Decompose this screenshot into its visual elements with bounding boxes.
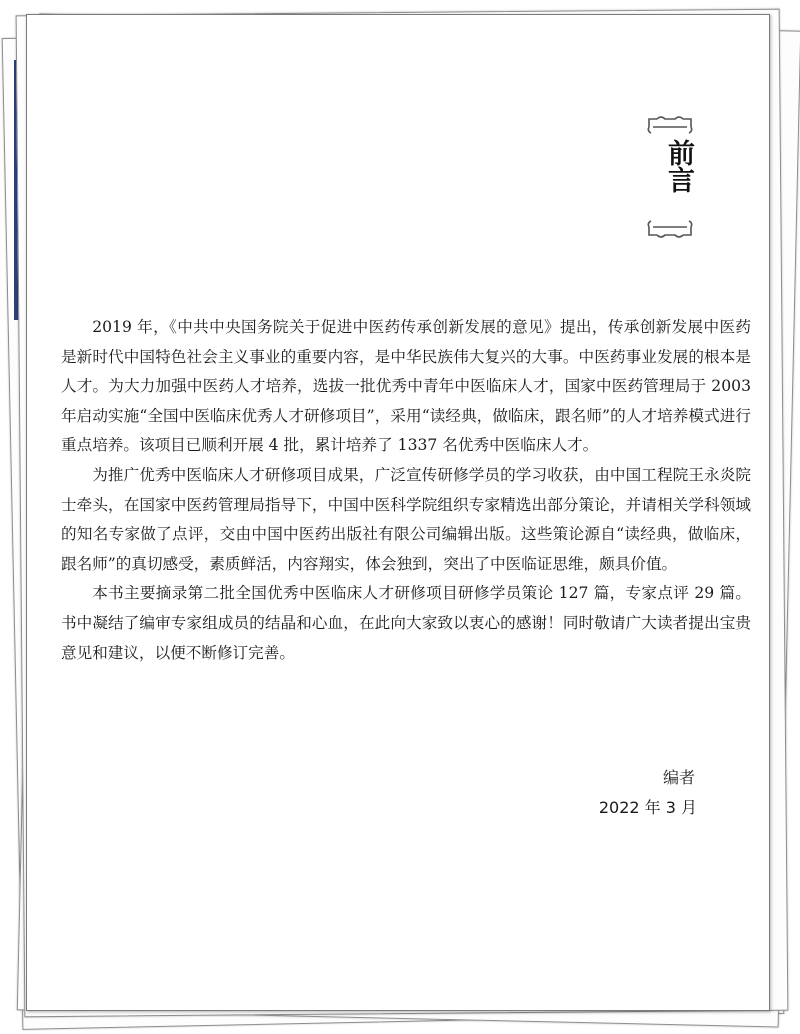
signature-block [507, 763, 727, 823]
signature-date: 2022 年 3 月 [598, 798, 697, 817]
page-title: 前言 [663, 139, 694, 193]
document-page [26, 14, 770, 1011]
signature-editor: 编者 [662, 768, 695, 787]
paragraph: 2019 年，《中共中央国务院关于促进中医药传承创新发展的意见》提出，传承创新发展中医药是新时代中国特色社会主义事业的重要内容，是中华民族伟大复兴的大事。中医药事业发展的根本是人才。为大力加强中医药人才培养，选拔一批优秀中青年中医临床人才，国家中医药管理局于 2003 年启动实施“全国中医临床优秀人才研修项目”，采用“读经典，做临床，跟名师”的人才培养模式进行重点培养。该项目已顺利开展 4 批，累计培养了 1337 名优秀中医临床人才。 [61, 318, 751, 455]
paragraph: 本书主要摘录第二批全国优秀中医临床人才研修项目研修学员策论 127 篇，专家点评 29 篇。书中凝结了编审专家组成员的结晶和心血，在此向大家致以衷心的感谢！同时敬请广大读者提出宝贵意见和建议，以便不断修订完善。 [61, 584, 751, 662]
paragraph: 为推广优秀中医临床人才研修项目成果，广泛宣传研修学员的学习收获，由中国工程院王永炎院士牵头，在国家中医药管理局指导下，中国中医科学院组织专家精选出部分策论，并请相关学科领域的知名专家做了点评，交由中国中医药出版社有限公司编辑出版。这些策论源自“读经典，做临床，跟名师”的真切感受，素质鲜活，内容翔实，体会独到，突出了中医临证思维，颇具价值。 [61, 465, 751, 573]
preface-body [61, 313, 751, 668]
title-frame [643, 113, 697, 241]
